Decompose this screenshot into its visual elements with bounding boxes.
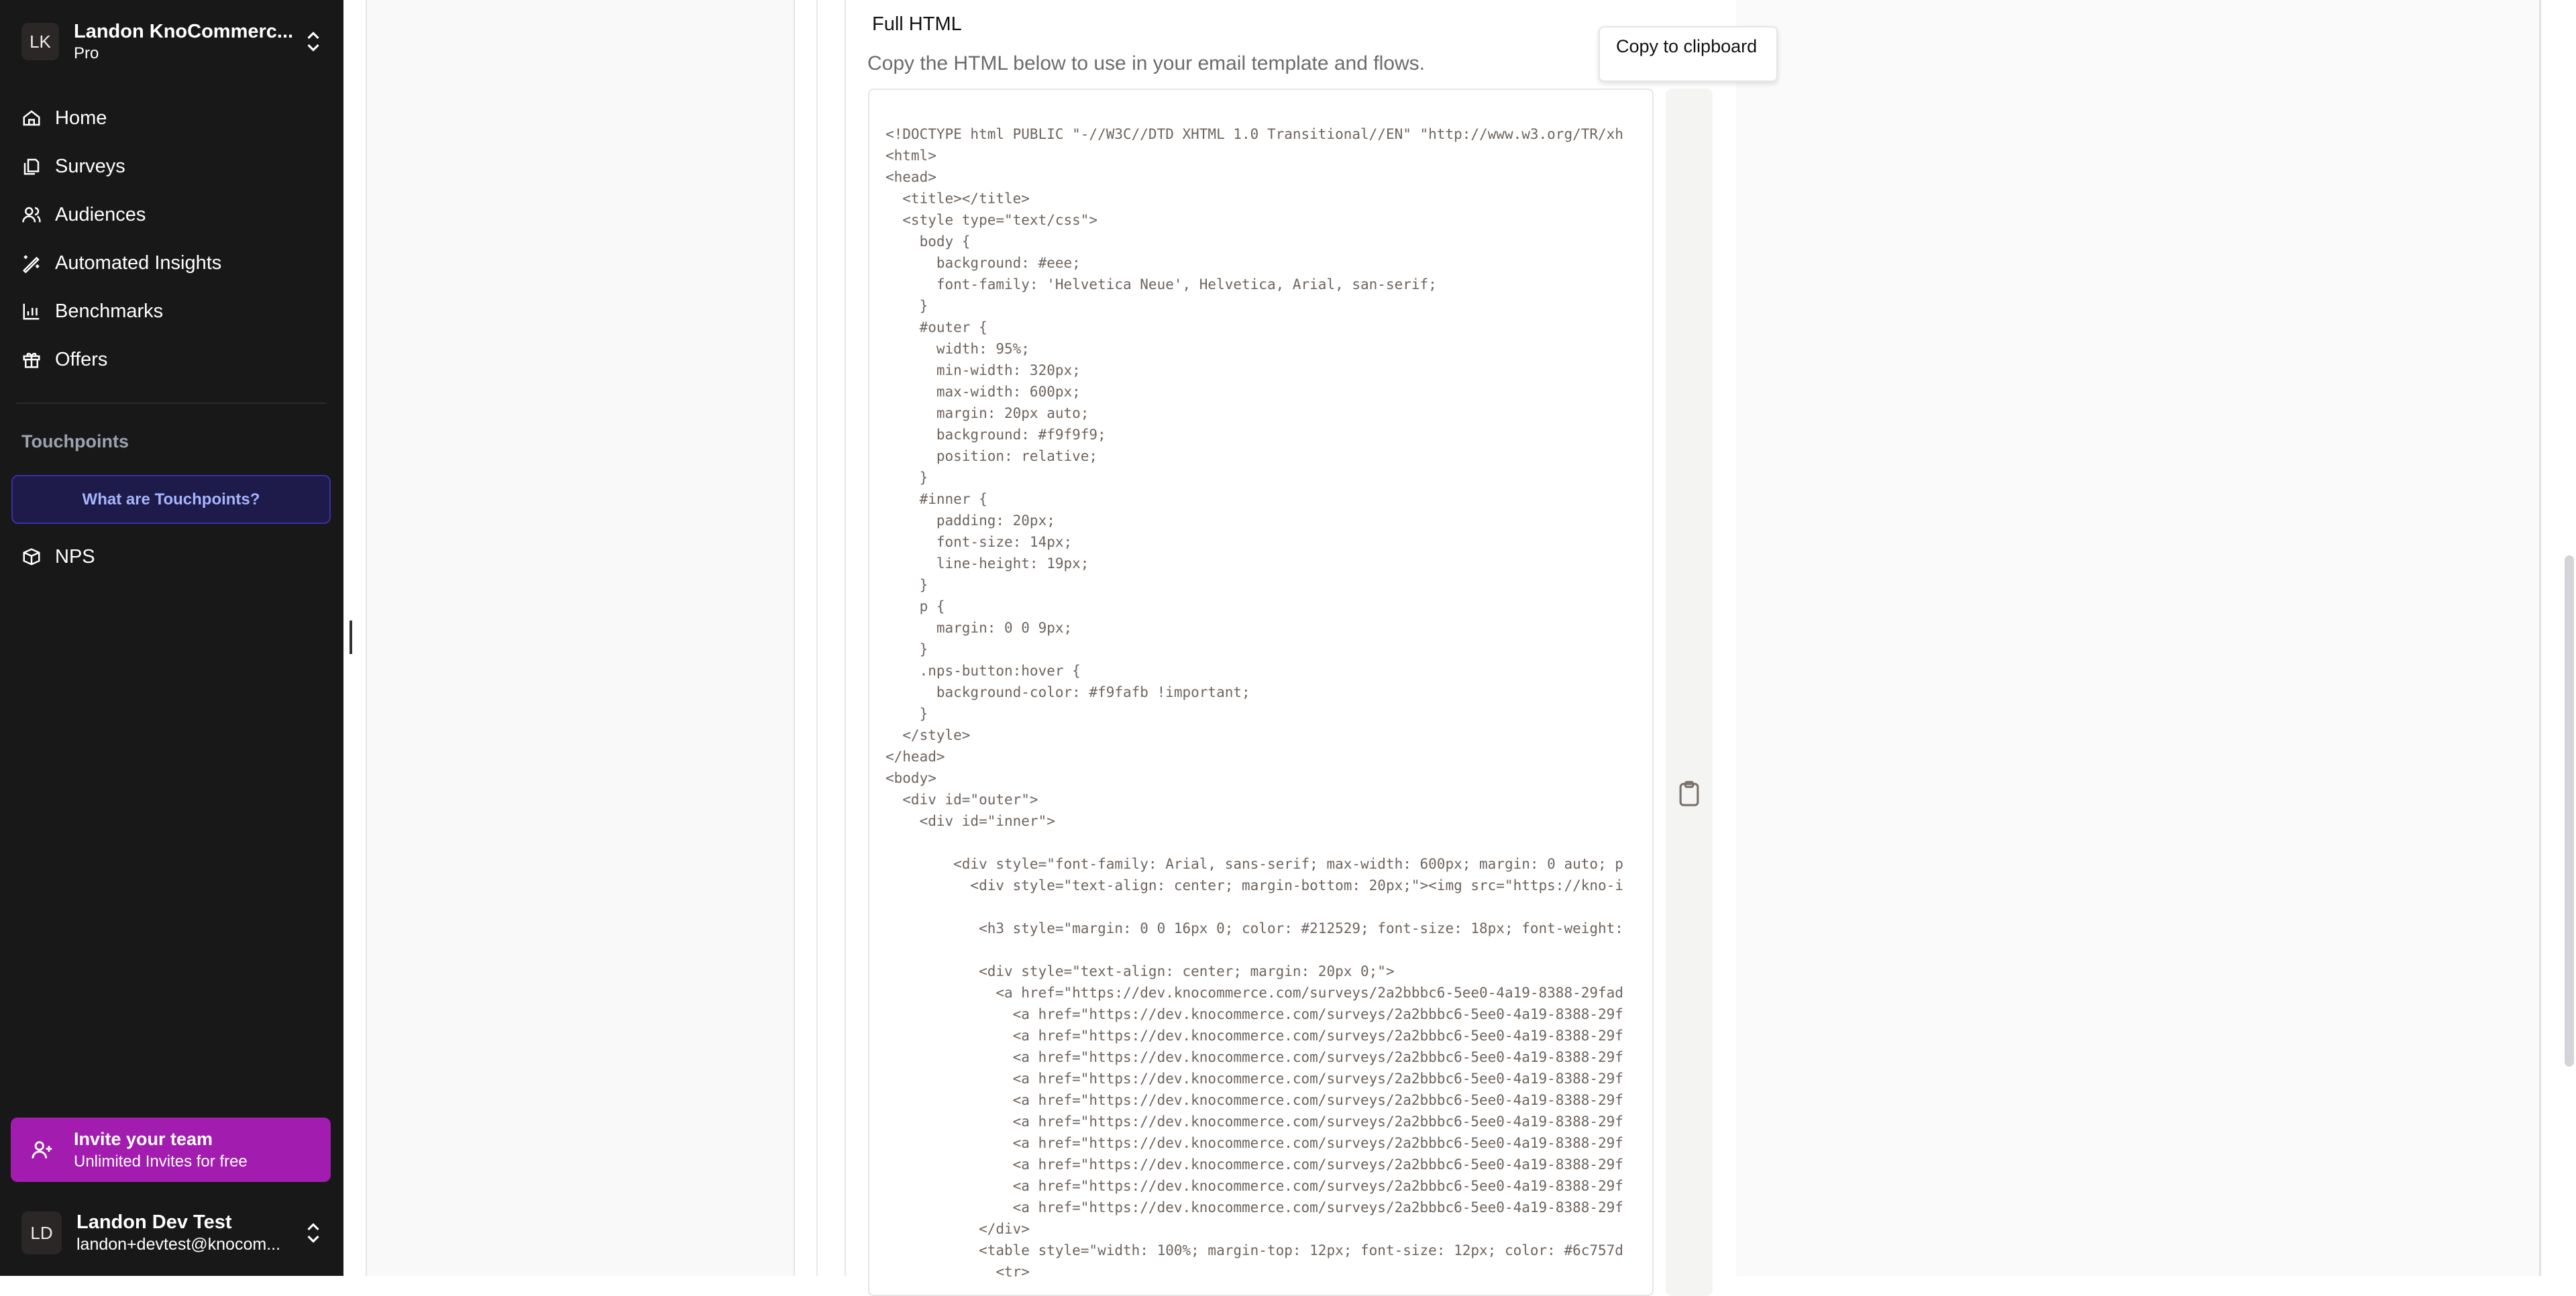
code-line: <html>	[885, 148, 936, 164]
sidebar	[0, 0, 343, 1276]
left-panel	[366, 0, 795, 1276]
code-line	[885, 896, 1623, 918]
sidebar-divider	[16, 402, 326, 404]
code-line: <a href="https://dev.knocommerce.com/surveys/2a2bbbc6-5ee0-4a19-8388-29f	[885, 1156, 1623, 1173]
code-line: </style>	[885, 727, 971, 743]
code-line: }	[885, 577, 928, 593]
sidebar-item-label: NPS	[55, 545, 95, 568]
code-line: <a href="https://dev.knocommerce.com/surveys/2a2bbbc6-5ee0-4a19-8388-29fad	[885, 985, 1623, 1001]
code-line: <style type="text/css">	[885, 212, 1098, 228]
invite-subtitle: Unlimited Invites for free	[74, 1152, 248, 1171]
sidebar-item-audiences[interactable]	[0, 195, 343, 235]
code-line: background-color: #f9fafb !important;	[885, 684, 1250, 700]
code-line	[885, 939, 1623, 961]
sidebar-item-label: Surveys	[55, 155, 125, 177]
workspace-plan: Pro	[74, 44, 99, 62]
code-text	[885, 123, 1623, 1283]
copy-button[interactable]	[1666, 89, 1713, 1296]
code-line: <div style="text-align: center; margin: 20px 0;">	[885, 963, 1395, 979]
sidebar-item-label: Home	[55, 107, 107, 129]
code-line: <a href="https://dev.knocommerce.com/surveys/2a2bbbc6-5ee0-4a19-8388-29f	[885, 1135, 1623, 1151]
sidebar-item-label: Benchmarks	[55, 300, 164, 322]
code-line: padding: 20px;	[885, 512, 1055, 529]
sidebar-item-label: Automated Insights	[55, 252, 222, 274]
code-line: <div id="inner">	[885, 813, 1055, 829]
page-scrollbar[interactable]	[2565, 555, 2574, 1067]
sidebar-item-benchmarks[interactable]	[0, 291, 343, 331]
code-line: min-width: 320px;	[885, 362, 1081, 378]
code-line: width: 95%;	[885, 341, 1030, 357]
chevron-up-down-icon	[303, 28, 323, 55]
user-name: Landon Dev Test	[76, 1211, 232, 1233]
invite-team-button[interactable]	[11, 1118, 331, 1182]
code-line: <tr>	[885, 1264, 1030, 1280]
invite-title: Invite your team	[74, 1128, 213, 1149]
sidebar-item-label: Offers	[55, 348, 108, 370]
gift-icon	[21, 349, 42, 370]
code-line: <body>	[885, 770, 936, 786]
code-line: <a href="https://dev.knocommerce.com/surveys/2a2bbbc6-5ee0-4a19-8388-29f	[885, 1006, 1623, 1022]
code-line: margin: 20px auto;	[885, 405, 1089, 421]
user-menu[interactable]	[21, 1211, 323, 1254]
html-code-block[interactable]	[868, 89, 1654, 1296]
home-icon	[21, 108, 42, 128]
sidebar-item-surveys[interactable]	[0, 146, 343, 186]
code-line: <a href="https://dev.knocommerce.com/surveys/2a2bbbc6-5ee0-4a19-8388-29f	[885, 1178, 1623, 1194]
copy-tooltip: Copy to clipboard	[1599, 26, 1778, 82]
code-line: <h3 style="margin: 0 0 16px 0; color: #212529; font-size: 18px; font-weight:	[885, 920, 1623, 936]
code-line	[885, 832, 1623, 853]
code-line: margin: 0 0 9px;	[885, 620, 1073, 636]
code-line: #outer {	[885, 319, 987, 335]
touchpoints-heading: Touchpoints	[21, 431, 129, 451]
code-line: line-height: 19px;	[885, 555, 1089, 572]
code-line: </div>	[885, 1221, 1030, 1237]
user-plus-icon	[31, 1138, 54, 1161]
code-line: }	[885, 298, 928, 314]
sidebar-item-nps[interactable]	[0, 537, 343, 577]
chevron-up-down-icon	[303, 1220, 323, 1246]
code-line: background: #f9f9f9;	[885, 427, 1106, 443]
magic-wand-icon	[21, 253, 42, 273]
code-line: max-width: 600px;	[885, 384, 1081, 400]
code-line: }	[885, 641, 928, 657]
code-line: body {	[885, 233, 971, 250]
workspace-avatar: LK	[21, 23, 59, 60]
workspace-name: Landon KnoCommerc...	[74, 20, 294, 42]
user-avatar: LD	[21, 1211, 62, 1254]
code-line: <table style="width: 100%; margin-top: 12px; font-size: 12px; color: #6c757d	[885, 1242, 1623, 1258]
code-line: p {	[885, 598, 945, 614]
bar-chart-icon	[21, 301, 42, 321]
code-line: <div id="outer">	[885, 792, 1038, 808]
code-line: <head>	[885, 169, 936, 185]
code-line: <a href="https://dev.knocommerce.com/surveys/2a2bbbc6-5ee0-4a19-8388-29f	[885, 1049, 1623, 1065]
sidebar-item-home[interactable]	[0, 98, 343, 138]
code-line: <!DOCTYPE html PUBLIC "-//W3C//DTD XHTML 1.0 Transitional//EN" "http://www.w3.org/TR/xh	[885, 126, 1623, 142]
code-line: background: #eee;	[885, 255, 1081, 271]
what-are-touchpoints-button[interactable]: What are Touchpoints?	[11, 475, 331, 524]
users-icon	[21, 205, 42, 225]
code-line: <a href="https://dev.knocommerce.com/surveys/2a2bbbc6-5ee0-4a19-8388-29f	[885, 1028, 1623, 1044]
code-line: <title></title>	[885, 191, 1030, 207]
code-line: </head>	[885, 749, 945, 765]
code-line: <div style="text-align: center; margin-bottom: 20px;"><img src="https://kno-i	[885, 877, 1623, 894]
clipboard-icon[interactable]	[1677, 780, 1701, 807]
sidebar-item-label: Audiences	[55, 203, 146, 225]
code-line: <a href="https://dev.knocommerce.com/surveys/2a2bbbc6-5ee0-4a19-8388-29f	[885, 1114, 1623, 1130]
sidebar-resize-handle[interactable]	[350, 620, 352, 654]
code-line: }	[885, 470, 928, 486]
code-line: <div style="font-family: Arial, sans-serif; max-width: 600px; margin: 0 auto; p	[885, 856, 1623, 872]
sidebar-item-automated-insights[interactable]	[0, 243, 343, 283]
surveys-icon	[21, 156, 42, 176]
workspace-switcher[interactable]	[21, 17, 323, 66]
code-line: <a href="https://dev.knocommerce.com/surveys/2a2bbbc6-5ee0-4a19-8388-29f	[885, 1199, 1623, 1216]
user-email: landon+devtest@knocom...	[76, 1235, 281, 1254]
code-line: <a href="https://dev.knocommerce.com/surveys/2a2bbbc6-5ee0-4a19-8388-29f	[885, 1071, 1623, 1087]
sidebar-item-offers[interactable]	[0, 339, 343, 380]
box-icon	[21, 547, 42, 567]
code-line: font-family: 'Helvetica Neue', Helvetica, Arial, san-serif;	[885, 276, 1437, 292]
section-subtitle: Copy the HTML below to use in your email template and flows.	[867, 52, 1425, 74]
code-line: position: relative;	[885, 448, 1098, 464]
code-line: .nps-button:hover {	[885, 663, 1081, 679]
right-panel	[1736, 0, 2541, 1276]
code-line: #inner {	[885, 491, 987, 507]
code-line: font-size: 14px;	[885, 534, 1073, 550]
code-line: }	[885, 706, 928, 722]
code-line: <a href="https://dev.knocommerce.com/surveys/2a2bbbc6-5ee0-4a19-8388-29f	[885, 1092, 1623, 1108]
section-title: Full HTML	[872, 13, 962, 35]
